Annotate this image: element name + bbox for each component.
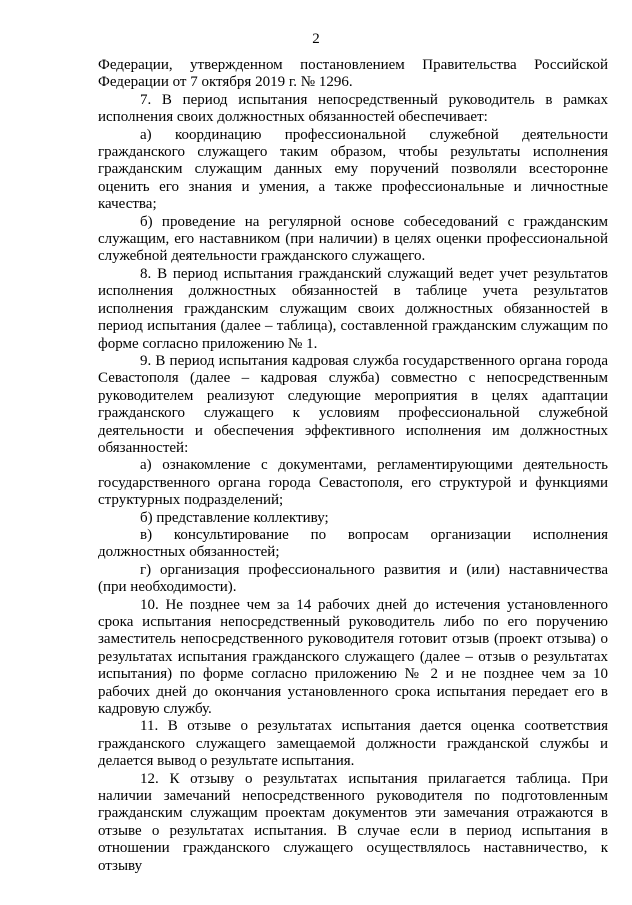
- paragraph-intro-continuation: Федерации, утвержденном постановлением Правительства Российской Федерации от 7 октября 2019 г. № 1296.: [98, 57, 608, 91]
- paragraph-9d: г) организация профессионального развития и (или) наставничества (при необходимости).: [98, 561, 608, 596]
- paragraph-9c: в) консультирование по вопросам организации исполнения должностных обязанностей;: [98, 526, 608, 561]
- paragraph-9b: б) представление коллективу;: [140, 509, 329, 526]
- paragraph-7: 7. В период испытания непосредственный руководитель в рамках исполнения своих должностных обязанностей обеспечивает:: [98, 91, 608, 126]
- paragraph-10: 10. Не позднее чем за 14 рабочих дней до истечения установленного срока испытания непосредственный руководитель либо по его поручению заместитель непосредственного руководителя готовит отзыв (проект отзыва) о результатах испытания гражданского служащего (далее – отзыв о результатах испытания) по форме согласно приложению № 2 и не позднее чем за 10 рабочих дней до окончания установленного срока испытания передает его в кадровую службу.: [98, 596, 608, 718]
- paragraph-9: 9. В период испытания кадровая служба государственного органа города Севастополя (далее – кадровая служба) совместно с непосредственным руководителем реализуют следующие мероприятия в целях адаптации гражданского служащего к условиям профессиональной служебной деятельности и обеспечения эффективного исполнения им должностных обязанностей:: [98, 352, 608, 456]
- paragraph-11: 11. В отзыве о результатах испытания дается оценка соответствия гражданского служащего замещаемой должности гражданской службы и делается вывод о результате испытания.: [98, 718, 608, 770]
- page-number: 2: [312, 31, 320, 47]
- document-body: [98, 57, 608, 875]
- paragraph-9a: а) ознакомление с документами, регламентирующими деятельность государственного органа города Севастополя, его структурой и функциями структурных подразделений;: [98, 457, 608, 509]
- paragraph-12: 12. К отзыву о результатах испытания прилагается таблица. При наличии замечаний непосредственного руководителя по подготовленным гражданским служащим проектам документов эти замечания отражаются в отзыве о результатах испытания. В случае если в период испытания в отношении гражданского служащего осуществлялось наставничество, к отзыву: [98, 770, 608, 874]
- paragraph-8: 8. В период испытания гражданский служащий ведет учет результатов исполнения должностных обязанностей в таблице учета результатов исполнения гражданским служащим своих должностных обязанностей в период испытания (далее – таблица), составленной гражданским служащим по форме согласно приложению № 1.: [98, 265, 608, 352]
- paragraph-7b: б) проведение на регулярной основе собеседований с гражданским служащим, его наставником (при наличии) в целях оценки профессиональной служебной деятельности гражданского служащего.: [98, 213, 608, 265]
- paragraph-7a: а) координацию профессиональной служебной деятельности гражданского служащего таким образом, чтобы результаты исполнения гражданским служащим данных ему поручений позволяли всесторонне оценить его знания и умения, а также профессиональные и личностные качества;: [98, 126, 608, 213]
